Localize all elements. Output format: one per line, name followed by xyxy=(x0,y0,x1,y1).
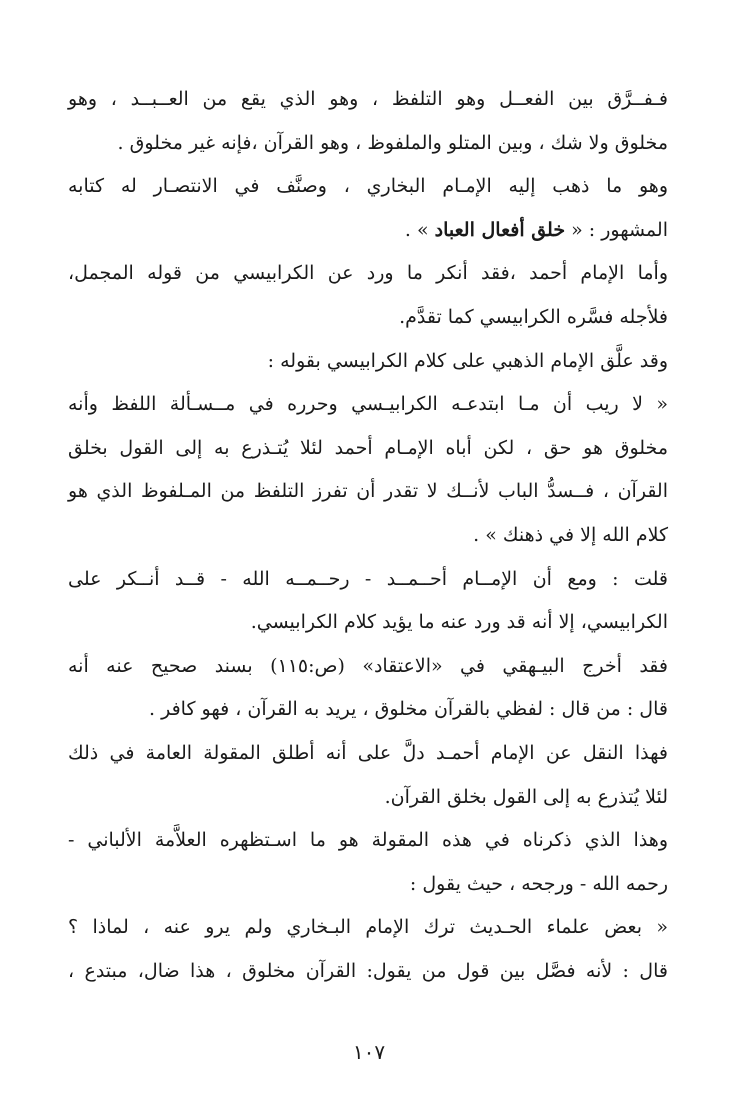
quote-paragraph xyxy=(68,383,668,557)
text-line: المشهور : « خلق أفعال العباد » . xyxy=(404,218,668,241)
paragraph xyxy=(68,645,668,732)
text-line: قال : من قال : لفظي بالقرآن مخلوق ، يريد به القرآن ، فهو كافر . xyxy=(149,698,668,721)
text-line: كلام الله إلا في ذهنك » . xyxy=(473,523,668,546)
text-line: وقد علَّق الإمام الذهبي على كلام الكرابيسي بقوله : xyxy=(267,349,668,372)
text-line: فـفــرَّق بين الفعــل وهو التلفظ ، وهو الذي يقع من العــبــد ، وهو xyxy=(68,88,668,110)
paragraph xyxy=(68,78,668,165)
text-line: فهذا النقل عن الإمام أحمـد دلَّ على أنه أطلق المقولة العامة في ذلك xyxy=(68,741,668,764)
page-number: ١٠٧ xyxy=(352,1040,386,1064)
paragraph xyxy=(68,165,668,252)
paragraph xyxy=(68,252,668,339)
text-line: لئلا يُتذرع به إلى القول بخلق القرآن. xyxy=(384,785,668,808)
text-line: قال : لأنه فصَّل بين قول من يقول: القرآن مخلوق ، هذا ضال، مبتدع ، xyxy=(68,959,668,982)
text-line: وهو ما ذهب إليه الإمـام البخاري ، وصنَّف في الانتصـار له كتابه xyxy=(68,175,668,198)
paragraph xyxy=(68,340,668,384)
text-line: فلأجله فسَّره الكرابيسي كما تقدَّم. xyxy=(399,305,668,328)
quote-paragraph xyxy=(68,906,668,993)
paragraph xyxy=(68,558,668,645)
text-line: قلت : ومع أن الإمــام أحــمــد - رحــمــه الله - قــد أنــكر على xyxy=(68,567,668,590)
book-title: خلق أفعال العباد xyxy=(434,218,566,241)
text-line: الكرابيسي، إلا أنه قد ورد عنه ما يؤيد كلام الكرابيسي. xyxy=(250,611,668,634)
paragraph xyxy=(68,819,668,906)
page-body xyxy=(68,78,668,993)
text-line: « بعض علماء الحـديث ترك الإمام البـخاري ولم يرو عنه ، لماذا ؟ xyxy=(68,916,668,939)
text-line: فقد أخرج البيـهقي في «الاعتقاد» (ص:١١٥) بسند صحيح عنه أنه xyxy=(68,654,668,677)
text-line: مخلوق ولا شك ، وبين المتلو والملفوظ ، وهو القرآن ،فإنه غير مخلوق . xyxy=(117,131,668,154)
text-line: رحمه الله - ورجحه ، حيث يقول : xyxy=(409,872,668,895)
text-line: وأما الإمام أحمد ،فقد أنكر ما ورد عن الكرابيسي من قوله المجمل، xyxy=(68,262,668,285)
paragraph xyxy=(68,732,668,819)
text-line: « لا ريب أن مـا ابتدعـه الكرابيـسي وحرره في مــسـألة اللفظ وأنه xyxy=(68,393,668,416)
text-line: مخلوق هو حق ، لكن أباه الإمـام أحمد لئلا يُتـذرع به إلى القول بخلق xyxy=(68,436,668,459)
text-line: القرآن ، فــسدُّ الباب لأنــك لا تقدر أن تفرز التلفظ من المـلفوظ الذي هو xyxy=(68,480,668,503)
text-line: وهذا الذي ذكرناه في هذه المقولة هو ما اسـتظهره العلاَّمة الألباني - xyxy=(68,829,668,852)
